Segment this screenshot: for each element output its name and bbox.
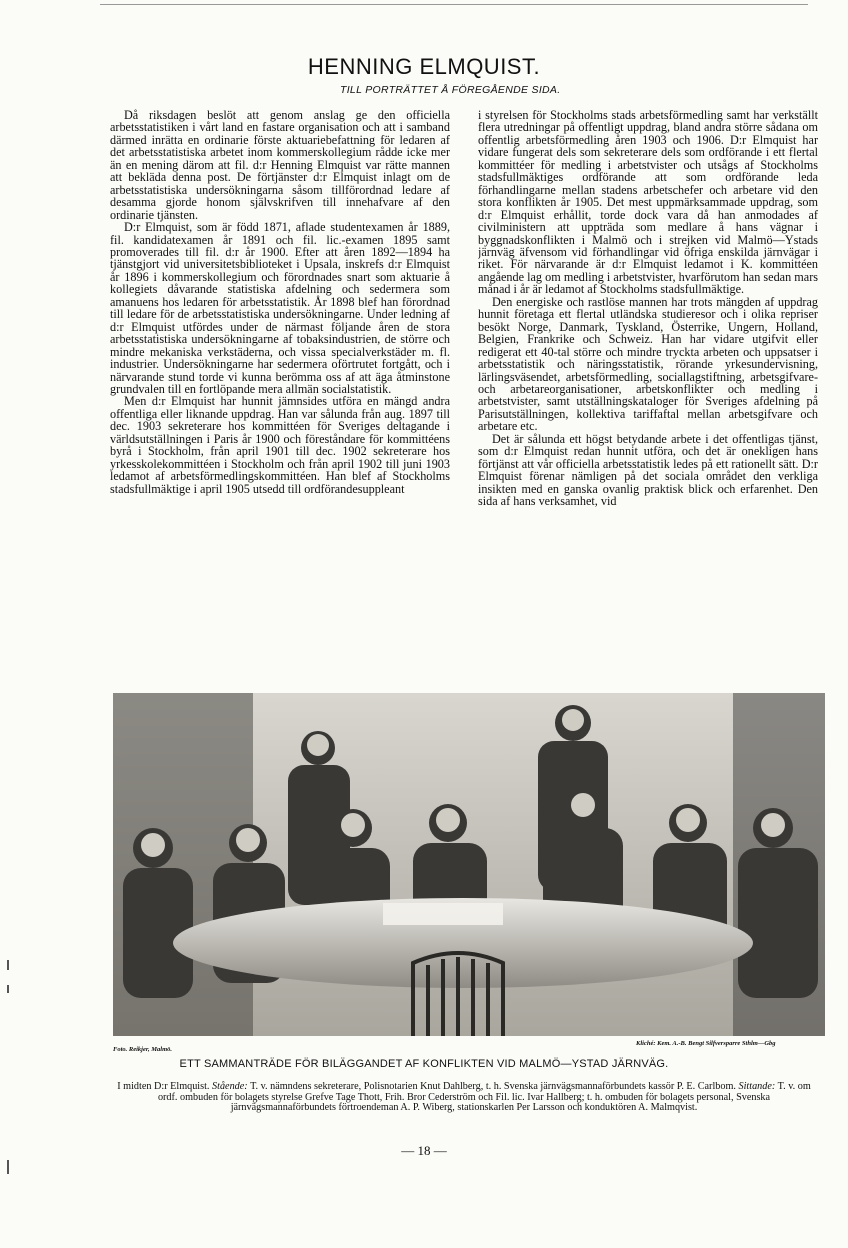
margin-mark — [7, 960, 9, 970]
caption-standing: T. v. nämndens sekreterare, Polisnotarien Knut Dahlberg, t. h. Svenska järnvägsmannaförbundets kassör P. E. Carlbom. — [250, 1081, 736, 1092]
caption-seated: T. v. om ordf. ombuden för bolagets styrelse Grefve Tage Thott, Frih. Bror Cederström och Fil. lic. Ivar Hallberg; t. h. ombuden för bolagets personal, Svenska järnvägsmannaförbundets förtroendeman A. P. Wiberg, stationskarlen Per Larsson och konduktören A. Malmqvist. — [157, 1081, 811, 1114]
paragraph: Det är sålunda ett högst betydande arbete i det offentligas tjänst, som d:r Elmquist redan hunnit utföra, och det är onekligen hans förtjänst att vår officiella arbetsstatistik ledes på ett rationellt sätt. D:r Elmquist förenar nämligen på det sociala området den verkliga insikten med en ganska ovanlig praktisk blick och erfarenhet. Den sida af hans verksamhet, vid — [478, 431, 818, 509]
paragraph: Då riksdagen beslöt att genom anslag ge den officiella arbetsstatistiken i vårt land en fastare organisation och att i samband därmed inrätta en ordinarie förste aktuariebefattning för ledaren af det arbetsstatistiska arbetet inom kommerskollegium rådde icke mer än en mening därom att fil. d:r Henning Elmquist var rätte mannen att bekläda denna post. De förtjänster d:r Elmquist inlagt om de arbetsstatistiska undersökningarna såsom tillförordnad ledare af desamma gjorde honom självskrifven till innehafvare af den ordinarie tjänsten. — [110, 109, 450, 222]
paragraph: Den energiske och rastlöse mannen har trots mängden af uppdrag hunnit företaga ett flertal utländska studieresor och i olika repriser besökt Norge, Danmark, Tyskland, Österrike, Ungern, Holland, Belgien, Frankrike och Schweiz. Han har vidare utgifvit eller redigerat ett 40-tal större och mindre tryckta arbeten och uppsatser i arbetsstatistik och näringsstatistik, rörande yrkesundervisning, lärlingsväsendet, arbetsförmedling, sociallagstiftning, arbetsgifvare- och arbetareorganisationer, arbetskonflikter och medling i arbetstvister, samt utställningskataloger för Sveriges afdelning på Parisutställningen, kollektiva tariffaftal mellan arbetsgifvare och arbetare etc. — [478, 294, 818, 434]
paragraph: D:r Elmquist, som är född 1871, aflade studentexamen år 1889, fil. kandidatexamen år 1891 och fil. lic.-examen 1895 samt promoverades till fil. d:r år 1900. Efter att åren 1892—1894 ha tjänstgjort vid universitetsbiblioteket i Upsala, inskrefs d:r Elmquist år 1896 i kommerskollegium och förordnades snart som aktuarie å kollegiets dåvarande statistiska afdelning och sedermera som amanuens hos ledaren för arbetsstatistik. År 1898 blef han förordnad till ledare för de arbetsstatistiska undersökningarne. Under ledning af d:r Elmquist utfördes under de närmast följande åren de stora arbetsstatistiska undersökningarne af tobaksindustrien, de större och mindre mekaniska verkstäderna, och vissa specialverkstäder m. fl. industrier. Undersökningarne har sedermera oförtrutet fortgått, och i närvarande stund torde vi kunna berömma oss af att äga åtminstone grundvalen till en fortlöpande mera allmän socialstatistik. — [110, 220, 450, 396]
paragraph: i styrelsen för Stockholms stads arbetsförmedling samt har verkställt flera utredningar på offentligt uppdrag, bland andra större sådana om offentlig arbetsförmedling åren 1903 och 1906. D:r Elmquist har vidare fungerat dels som sekreterare dels som ordförande i ett flertal kommittéer för medling i arbetstvister och utsågs af Stockholms stadsfullmäktiges ordförande att som ordförande leda förhandlingarne mellan stadens arbetschefer och arbetare vid den stora konflikten år 1905. Det mest uppmärksammade uppdrag, som d:r Elmquist erhållit, torde dock vara då han anmodades af civilministern att uppträda som medlare å hans vägnar i byggnadskonflikten i Malmö och i strejken vid Malmö—Ystads järnväg äfvensom vid förhandlingar vid öfriga enskilda järnvägar i riket. För närvarande är d:r Elmquist ledamot i K. kommittéen angående lag om medling i arbetstvister, hvarförutom han sedan mars månad i år är ledamot af Stockholms stadsfullmäktige. — [478, 109, 818, 297]
article-subtitle: TILL PORTRÄTTET Å FÖREGÅENDE SIDA. — [340, 84, 561, 96]
margin-mark — [7, 985, 9, 993]
caption-label-standing: Stående: — [212, 1081, 248, 1092]
photo-credit-photographer: Foto. Reikjer, Malmö. — [113, 1046, 173, 1053]
text-column-right — [478, 109, 818, 669]
caption-label-seated: Sittande: — [738, 1081, 776, 1092]
photo-caption-title: ETT SAMMANTRÄDE FÖR BILÄGGANDET AF KONFLIKTEN VID MALMÖ—YSTAD JÄRNVÄG. — [179, 1058, 669, 1070]
text-column-left — [110, 109, 450, 669]
caption-intro: I midten D:r Elmquist. — [117, 1081, 210, 1092]
article-title: HENNING ELMQUIST. — [307, 54, 541, 79]
top-rule — [100, 4, 808, 5]
photo-credit-engraver: Kliché: Kem. A.-B. Bengt Silfversparre Sthlm—Gbg — [636, 1040, 776, 1047]
margin-mark — [7, 1160, 9, 1174]
photo-caption — [108, 1082, 820, 1114]
page-number: — 18 — — [401, 1143, 447, 1158]
paragraph: Men d:r Elmquist har hunnit jämnsides utföra en mängd andra offentliga eller liknande uppdrag. Han var sålunda från aug. 1897 till dec. 1903 sekreterare hos kommittéen för Sveriges deltagande i världsutställningen i Paris år 1900 och föreståndare för kommittéens byrå i Stockholm, från april 1901 till dec. 1902 sekreterare hos yrkesskolekommittéen i Stockholm och från april 1902 till juni 1903 ledamot af arbetsförmedlingskommittéen. Han blef af Stockholms stadsfullmäktige i april 1905 utsedd till ordförandesuppleant — [110, 394, 450, 496]
photo-illustration — [113, 693, 825, 1036]
meeting-photograph — [113, 693, 825, 1036]
